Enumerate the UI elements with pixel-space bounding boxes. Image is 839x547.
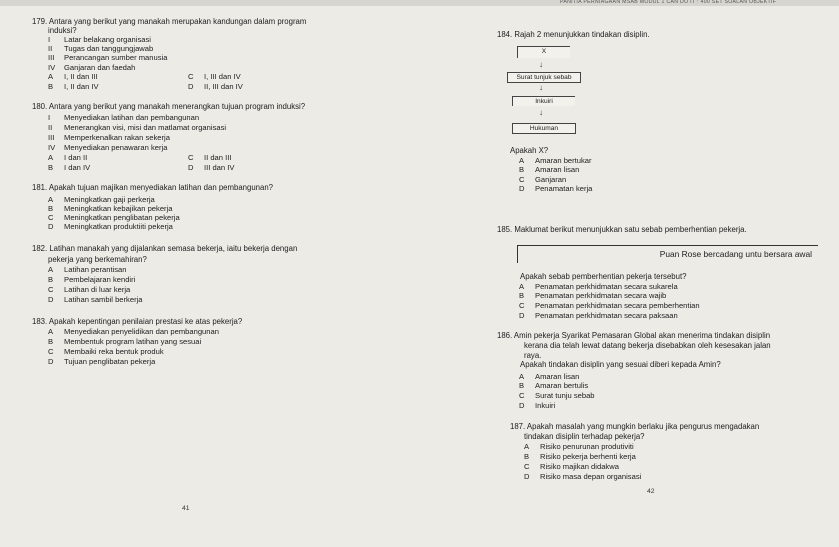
flow-box-hukuman: Hukuman	[512, 123, 576, 134]
q179-option-a[interactable]: A I, II dan III	[48, 72, 98, 81]
q184-option-c[interactable]: C Ganjaran	[519, 175, 567, 184]
q180-option-b[interactable]: B I dan IV	[48, 163, 91, 172]
q179-item-2: II Tugas dan tanggungjawab	[48, 44, 154, 53]
q185-option-d[interactable]: D Penamatan perkhidmatan secara paksaan	[519, 311, 678, 320]
flow-arrow-1: ↓	[539, 60, 543, 69]
q185-option-c[interactable]: C Penamatan perkhidmatan secara pemberhentian	[519, 301, 700, 310]
q186-option-d[interactable]: D Inkuiri	[519, 401, 556, 410]
q179-option-d[interactable]: D II, III dan IV	[188, 82, 243, 91]
page-number-left: 41	[182, 505, 190, 512]
q185-question: Apakah sebab pemberhentian pekerja tersebut?	[520, 272, 687, 281]
q179-option-b[interactable]: B I, II dan IV	[48, 82, 99, 91]
q183-stem: 183. Apakah kepentingan penilaian prestasi ke atas pekerja?	[32, 317, 243, 326]
flow-arrow-3: ↓	[539, 108, 543, 117]
q185-info-box	[517, 245, 818, 263]
q186-stem: 186. Amin pekerja Syarikat Pemasaran Global akan menerima tindakan disiplin	[497, 331, 771, 340]
q184-stem: 184. Rajah 2 menunjukkan tindakan disiplin.	[497, 30, 650, 39]
q184-question: Apakah X?	[510, 146, 549, 155]
q187-option-a[interactable]: A Risiko penurunan produtiviti	[524, 442, 634, 451]
q180-option-a[interactable]: A I dan II	[48, 153, 88, 162]
module-header: PANITIA PERNIAGAAN MSAB MODUL 1 CAN DO IT : 400 SET SOALAN OBJEKTIF	[560, 0, 777, 5]
q180-stem: 180. Antara yang berikut yang manakah menerangkan tujuan program induksi?	[32, 102, 306, 111]
q181-stem: 181. Apakah tujuan majikan menyediakan latihan dan pembangunan?	[32, 183, 274, 192]
q179-item-3: III Perancangan sumber manusia	[48, 53, 168, 62]
q184-option-d[interactable]: D Penamatan kerja	[519, 184, 593, 193]
q180-item-2: II Menerangkan visi, misi dan matlamat organisasi	[48, 123, 227, 132]
q180-item-1: I Menyediakan latihan dan pembangunan	[48, 113, 200, 122]
flow-box-inkuiri: Inkuiri	[512, 96, 575, 106]
q183-option-c[interactable]: C Membaiki reka bentuk produk	[48, 347, 164, 356]
q187-option-d[interactable]: D Risiko masa depan organisasi	[524, 472, 642, 481]
q180-option-d[interactable]: D III dan IV	[188, 163, 235, 172]
q180-option-c[interactable]: C II dan III	[188, 153, 232, 162]
q187-stem-cont: tindakan disiplin terhadap pekerja?	[524, 432, 645, 441]
q184-option-a[interactable]: A Amaran bertukar	[519, 156, 592, 165]
q179-stem: 179. Antara yang berikut yang manakah merupakan kandungan dalam program	[32, 17, 307, 26]
q185-option-b[interactable]: B Penamatan perkhidmatan secara wajib	[519, 291, 667, 300]
q180-item-4: IV Menyediakan penawaran kerja	[48, 143, 168, 152]
q187-stem: 187. Apakah masalah yang mungkin berlaku jika pengurus mengadakan	[510, 422, 760, 431]
q186-option-c[interactable]: C Surat tunju sebab	[519, 391, 595, 400]
q179-option-c[interactable]: C I, III dan IV	[188, 72, 241, 81]
q185-option-a[interactable]: A Penamatan perkhidmatan secara sukarela	[519, 282, 678, 291]
q184-option-b[interactable]: B Amaran lisan	[519, 165, 580, 174]
q181-option-a[interactable]: A Meningkatkan gaji perkerja	[48, 195, 155, 204]
q183-option-a[interactable]: A Menyediakan penyelidikan dan pembangunan	[48, 327, 219, 336]
q182-option-c[interactable]: C Latihan di luar kerja	[48, 285, 131, 294]
q181-option-d[interactable]: D Meningkatkan produktiiti pekerja	[48, 222, 173, 231]
q181-option-c[interactable]: C Meningkatkan penglibatan pekerja	[48, 213, 180, 222]
q186-option-a[interactable]: A Amaran lisan	[519, 372, 580, 381]
q181-option-b[interactable]: B Meningkatkan kebajikan pekerja	[48, 204, 173, 213]
flow-arrow-2: ↓	[539, 83, 543, 92]
flow-box-x: X	[517, 46, 570, 58]
flow-box-surat-tunjuk-sebab: Surat tunjuk sebab	[507, 72, 581, 83]
q185-stem: 185. Maklumat berikut menunjukkan satu sebab pemberhentian pekerja.	[497, 225, 747, 234]
q186-stem-cont2: raya.	[524, 351, 542, 360]
q179-stem-cont: induksi?	[48, 26, 77, 35]
q182-option-a[interactable]: A Latihan perantisan	[48, 265, 127, 274]
q182-option-d[interactable]: D Latihan sambil berkerja	[48, 295, 143, 304]
q183-option-d[interactable]: D Tujuan penglibatan pekerja	[48, 357, 156, 366]
q186-option-b[interactable]: B Amaran bertulis	[519, 381, 589, 390]
q182-option-b[interactable]: B Pembelajaran kendiri	[48, 275, 136, 284]
q182-stem-cont: pekerja yang berkemahiran?	[48, 255, 147, 264]
page-number-right: 42	[647, 488, 655, 495]
q186-stem-cont: kerana dia telah lewat datang bekerja disebabkan oleh kesesakan jalan	[524, 341, 771, 350]
q179-item-1: I Latar belakang organisasi	[48, 35, 151, 44]
q186-question: Apakah tindakan disiplin yang sesuai diberi kepada Amin?	[520, 360, 721, 369]
q179-item-4: IV Ganjaran dan faedah	[48, 63, 136, 72]
q187-option-b[interactable]: B Risiko pekerja berhenti kerja	[524, 452, 636, 461]
q182-stem: 182. Latihan manakah yang dijalankan semasa bekerja, iaitu bekerja dengan	[32, 244, 298, 253]
q180-item-3: III Memperkenalkan rakan sekerja	[48, 133, 170, 142]
q183-option-b[interactable]: B Membentuk program latihan yang sesuai	[48, 337, 202, 346]
q187-option-c[interactable]: C Risiko majikan didakwa	[524, 462, 619, 471]
q185-info-text: Puan Rose bercadang untu bersara awal	[659, 249, 812, 259]
